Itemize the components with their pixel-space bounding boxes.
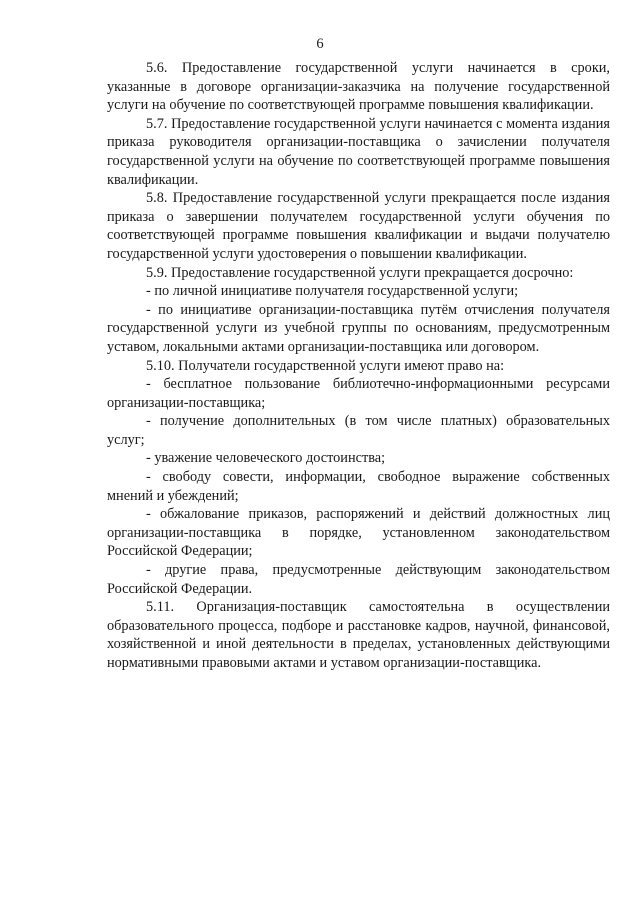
list-item-5-10-f: - другие права, предусмотренные действующим законодательством Российской Федерации. (107, 562, 610, 597)
paragraph-5-10: 5.10. Получатели государственной услуги имеют право на: (146, 357, 505, 374)
paragraph-5-7: 5.7. Предоставление государственной услуги начинается с момента издания приказа руководителя организации-поставщика о зачислении получателя государственной услуги на обучение по соответствующей программе повышения квалификации. (107, 115, 610, 188)
paragraph-5-11: 5.11. Организация-поставщик самостоятельна в осуществлении образовательного процесса, подборе и расстановке кадров, научной, финансовой, хозяйственной и иной деятельности в пределах, установленных действующими нормативными правовыми актами и уставом организации-поставщика. (107, 599, 610, 671)
paragraph-5-9: 5.9. Предоставление государственной услуги прекращается досрочно: (146, 264, 574, 281)
document-body (107, 59, 610, 673)
list-item-5-10-a: - бесплатное пользование библиотечно-информационными ресурсами организации-поставщика; (107, 376, 610, 411)
page-number: 6 (316, 36, 324, 52)
list-item-5-10-c: - уважение человеческого достоинства; (146, 450, 386, 467)
list-item-5-10-e: - обжалование приказов, распоряжений и действий должностных лиц организации-поставщика в порядке, установленном законодательством Российской Федерации; (107, 506, 610, 560)
paragraph-5-8: 5.8. Предоставление государственной услуги прекращается после издания приказа о завершении получателем государственной услуги обучения по соответствующей программе повышения квалификации и выдачи получателю государственной услуги удостоверения о повышении квалификации. (107, 190, 610, 262)
paragraph-5-6: 5.6. Предоставление государственной услуги начинается в сроки, указанные в договоре организации-заказчика на получение государственной услуги на обучение по соответствующей программе повышения квалификации. (107, 60, 610, 114)
list-item-5-9-b: - по инициативе организации-поставщика путём отчисления получателя государственной услуги из учебной группы по основаниям, предусмотренным уставом, локальными актами организации-поставщика или договором. (107, 301, 610, 355)
list-item-5-10-d: - свободу совести, информации, свободное выражение собственных мнений и убеждений; (107, 469, 610, 504)
list-item-5-9-a: - по личной инициативе получателя государственной услуги; (146, 283, 519, 300)
list-item-5-10-b: - получение дополнительных (в том числе платных) образовательных услуг; (107, 413, 610, 448)
